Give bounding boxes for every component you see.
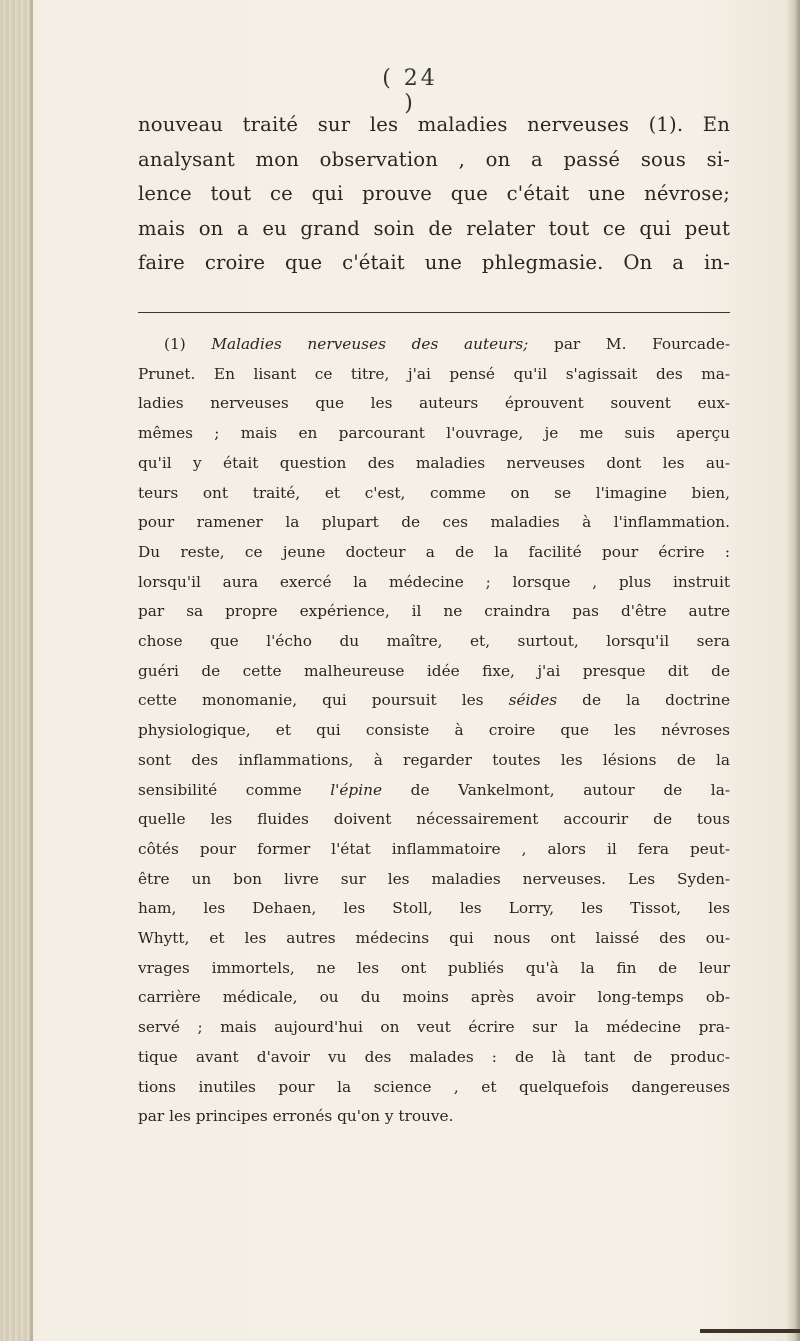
footnote-line-rest: de la doctrine — [557, 691, 730, 710]
footnote-line: vrages immortels, ne les ont publiés qu'à la fin de leur — [138, 958, 730, 977]
footnote-italic-term: séides — [508, 691, 558, 710]
bottom-edge-rule — [700, 1329, 800, 1333]
footnote-line: être un bon livre sur les maladies nerveuses. Les Syden- — [138, 869, 730, 888]
footnote-line: tique avant d'avoir vu des malades : de là tant de produc- — [138, 1047, 730, 1066]
footnote-title-rest: par M. Fourcade- — [528, 335, 730, 353]
footnote-marker: (1) — [164, 335, 186, 353]
footnote-italic-term: l'épine — [330, 780, 383, 799]
footnote-line: physiologique, et qui consiste à croire que les névroses — [138, 721, 730, 740]
footnote-line — [138, 776, 730, 806]
footnote-line: sont des inflammations, à regarder toutes les lésions de la — [138, 750, 730, 769]
body-line: mais on a eu grand soin de relater tout ce qui peut — [138, 216, 730, 240]
footnote-line: côtés pour former l'état inflammatoire , alors il fera peut- — [138, 839, 730, 858]
footnote-line — [138, 686, 730, 716]
footnote-separator — [138, 312, 730, 313]
footnote-line: teurs ont traité, et c'est, comme on se l'imagine bien, — [138, 483, 730, 502]
footnote-line: pour ramener la plupart de ces maladies à l'inflammation. — [138, 513, 730, 532]
footnote — [138, 330, 730, 1132]
body-line: nouveau traité sur les maladies nerveuses (1). En — [138, 113, 730, 136]
footnote-line: guéri de cette malheureuse idée fixe, j'ai presque dit de — [138, 661, 730, 680]
footnote-line: ladies nerveuses que les auteurs éprouvent souvent eux- — [138, 394, 730, 413]
footnote-line: chose que l'écho du maître, et, surtout, lorsqu'il sera — [138, 632, 730, 651]
footnote-line: mêmes ; mais en parcourant l'ouvrage, je me suis aperçu — [138, 424, 730, 443]
page-number: ( 24 ) — [382, 66, 438, 116]
footnote-line: qu'il y était question des maladies nerveuses dont les au- — [138, 453, 730, 472]
footnote-line: Prunet. En lisant ce titre, j'ai pensé qu'il s'agissait des ma- — [138, 364, 730, 383]
body-line: analysant mon observation , on a passé sous si- — [138, 147, 730, 171]
footnote-line-start: cette monomanie, qui poursuit les — [138, 691, 509, 710]
body-line: faire croire que c'était une phlegmasie. On a in- — [138, 251, 730, 274]
footnote-line: par sa propre expérience, il ne craindra pas d'être autre — [138, 602, 730, 621]
footnote-cited-title: Maladies nerveuses des auteurs; — [211, 335, 529, 353]
page-binding — [0, 0, 30, 1341]
footnote-line: Du reste, ce jeune docteur a de la facilité pour écrire : — [138, 542, 730, 561]
footnote-line — [138, 330, 730, 360]
footnote-line: ham, les Dehaen, les Stoll, les Lorry, les Tissot, les — [138, 899, 730, 918]
footnote-line: tions inutiles pour la science , et quelquefois dangereuses — [138, 1077, 730, 1096]
footnote-line-rest: de Vankelmont, autour de la- — [382, 780, 730, 799]
footnote-line: quelle les fluides doivent nécessairement accourir de tous — [138, 810, 730, 829]
footnote-line: carrière médicale, ou du moins après avoir long-temps ob- — [138, 988, 730, 1007]
footnote-last-line: par les principes erronés qu'on y trouve. — [138, 1107, 454, 1126]
body-text — [138, 108, 730, 281]
footnote-line: servé ; mais aujourd'hui on veut écrire sur la médecine pra- — [138, 1018, 730, 1037]
footnote-line-start: sensibilité comme — [138, 780, 331, 799]
page-edge-shadow — [786, 0, 800, 1341]
footnote-line: Whytt, et les autres médecins qui nous ont laissé des ou- — [138, 929, 730, 948]
body-line: lence tout ce qui prouve que c'était une névrose; — [138, 182, 730, 205]
footnote-line: lorsqu'il aura exercé la médecine ; lorsque , plus instruit — [138, 572, 730, 591]
